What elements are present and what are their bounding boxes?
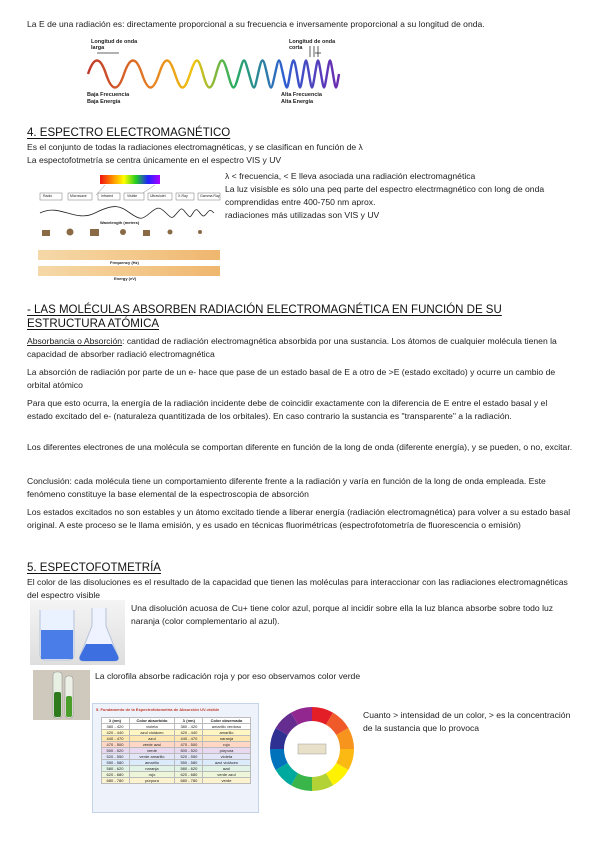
color-table-cell: 380 - 420 [101, 724, 129, 730]
conclusion [27, 475, 575, 500]
section4-side2: La luz visisble es sólo una peq parte del espectro electrmagnético con long de onda comprendidas entre 400-750 nm aprox. [225, 184, 545, 207]
color-table-cell: 520 - 550 [175, 754, 203, 760]
cu-solution-photo [30, 600, 125, 665]
wave-figure [83, 36, 351, 108]
spectrum-label-infrared: Infrared [101, 194, 114, 198]
color-table-cell: púrpura [203, 748, 250, 754]
color-table-cell: 550 - 580 [101, 760, 129, 766]
color-table-cell: violeta [129, 724, 175, 730]
conclusion-term: Conclusión: [27, 476, 72, 486]
spectrum-label-visible: Visible [127, 194, 138, 198]
wave-label-high-freq: Alta Frecuencia [281, 92, 322, 98]
color-table-cell: 470 - 500 [175, 742, 203, 748]
color-table-cell: 580 - 620 [175, 766, 203, 772]
chlorophyll-photo [33, 670, 90, 720]
cu-solution-text: Una disolución acuosa de Cu+ tiene color azul, porque al incidir sobre ella la luz blanca absorbe sobre todo luz naranja (color complementario al azul). [131, 603, 554, 626]
color-table-cell: amarillo verdoso [203, 724, 250, 730]
color-table-row [101, 778, 250, 784]
color-table-cell: 500 - 520 [101, 748, 129, 754]
intensity-text: Cuanto > intensidad de un color, > es la concentración de la sustancia que lo provoca [363, 710, 571, 733]
color-table-cell: violeta [203, 754, 250, 760]
spectrum-label-gamma: Gamma Ray [200, 194, 220, 198]
color-table-cell: amarillo [129, 760, 175, 766]
color-table-cell: 620 - 680 [175, 772, 203, 778]
color-table-cell: azul [203, 766, 250, 772]
color-table-cell: 470 - 500 [101, 742, 129, 748]
color-table-cell: 620 - 680 [101, 772, 129, 778]
section-mol-p2: La absorción de radiación por parte de un e- hace que pase de un estado basal de E a otro de >E (estado excitado) y ocurre un cambio de orbital atómico [27, 367, 556, 390]
section4-line1: Es el conjunto de todas la radiaciones electromagnéticas, y se clasifican en función de λ [27, 142, 363, 152]
absorbance-term: Absorbancia o Absorción [27, 336, 123, 346]
absorbance-definition [27, 335, 575, 360]
em-spectrum-figure [30, 168, 222, 290]
color-table-header-cell: Color observado [203, 718, 250, 724]
color-table-cell: 440 - 470 [175, 736, 203, 742]
color-table-cell: verde azul [203, 772, 250, 778]
section-mol-p4: Los diferentes electrones de una molécula se comportan diferente en función de la long de onda (diferente energía), y se pueden, o no, excitar. [27, 442, 573, 452]
wave-label-high-energy: Alta Energía [281, 99, 314, 105]
color-table-cell: 440 - 470 [101, 736, 129, 742]
color-wheel-sample [298, 744, 326, 754]
em-spectrum-diagram [30, 168, 222, 290]
color-table-header-cell: λ (nm) [101, 718, 129, 724]
color-table-cell: rojo [129, 772, 175, 778]
color-table-cell: 550 - 580 [175, 760, 203, 766]
color-table-cell: verde [203, 778, 250, 784]
color-table-cell: rojo [203, 742, 250, 748]
color-table-cell: 420 - 440 [101, 730, 129, 736]
conclusion-text: cada molécula tiene un comportamiento diferente frente a la radiación y varía en función de la long de onda empleada. Este fenómeno constituye la base elemental de la espectroscopia de absorción [27, 476, 546, 499]
wave-label-short: Longitud de onda corta [289, 39, 336, 51]
spectrum-label-xray: X-Ray [178, 194, 188, 198]
wave-label-long: Longitud de onda larga [91, 39, 138, 51]
wave-label-low-freq: Baja Frecuencia [87, 92, 130, 98]
color-table-cell: 580 - 620 [101, 766, 129, 772]
intro-line: La E de una radiación es: directamente proporcional a su frecuencia e inversamente proporcional a su longitud de onda. [27, 19, 485, 29]
spectrum-energy-label: Energy (eV) [114, 276, 137, 281]
color-table-figure [92, 703, 259, 813]
color-table-title: 5. Fundamento de la Espectrofotometría de Absorción UV-visible [96, 707, 220, 712]
color-table-cell: verde azul [129, 742, 175, 748]
section5-title: 5. ESPECTOFOTMETRÍA [27, 562, 161, 574]
section-mol-p3: Para que esto ocurra, la energía de la radiación incidente debe de coincidir exactamente con la diferencia de E entre el estado basal y el estado excitado del e- (naturaleza quantitizada de los orbitales). En caso contrario la sustancia es "transparente" a la radiación. [27, 398, 548, 421]
absorbance-text: : cantidad de radiación electromagnética absorbida por una sustancia. Los átomos de cualquier molécula tienen la capacidad de absorber radiació electromagnética [27, 336, 557, 359]
color-table-header-cell: λ (nm) [175, 718, 203, 724]
color-table-header-cell: Color absorbido [129, 718, 175, 724]
color-table-cell: verde amarillo [129, 754, 175, 760]
section4-line2: La espectofotmetría se centra únicamente en el espectro VIS y UV [27, 155, 282, 165]
color-table-cell: azul violáceo [203, 760, 250, 766]
color-wheel [268, 705, 356, 793]
spectrum-label-ultraviolet: Ultraviolet [150, 194, 166, 198]
color-table-cell: púrpura [129, 778, 175, 784]
chlorophyll-text: La clorofila absorbe radicación roja y por eso observamos color verde [95, 671, 361, 681]
color-table-cell: 520 - 550 [101, 754, 129, 760]
spectrum-label-microwave: Microwave [70, 194, 87, 198]
color-table-cell: naranja [129, 766, 175, 772]
section4-title: 4. ESPECTRO ELECTROMAGNÉTICO [27, 127, 231, 139]
color-table [101, 717, 251, 784]
color-table-cell: 680 - 780 [175, 778, 203, 784]
color-table-cell: 380 - 420 [175, 724, 203, 730]
wave-label-low-energy: Baja Energía [87, 99, 121, 105]
color-table-cell: azul [129, 736, 175, 742]
color-table-cell: azul violáceo [129, 730, 175, 736]
section5-p1: El color de las disoluciones es el resultado de la capacidad que tienen las moléculas para interaccionar con las radiaciones electromagnéticas del espectro visible [27, 577, 568, 600]
color-table-cell: verde [129, 748, 175, 754]
section4-side1: λ < frecuencia, < E lleva asociada una radiación electromagnética [225, 171, 476, 181]
color-table-cell: amarillo [203, 730, 250, 736]
color-table-cell: 500 - 520 [175, 748, 203, 754]
color-table-cell: 680 - 780 [101, 778, 129, 784]
spectrum-frequency-label: Frequency (Hz) [110, 260, 139, 265]
section4-side3: radiaciones más utilizadas son VIS y UV [225, 210, 380, 220]
color-table-cell: 420 - 440 [175, 730, 203, 736]
section-mol-title: - LAS MOLÉCULAS ABSORBEN RADIACIÓN ELECTROMAGNÉTICA EN FUNCIÓN DE SU ESTRUCTURA ATÓMICA [27, 304, 502, 330]
spectrum-wavelength-label: Wavelength (metres) [100, 220, 140, 225]
spectrum-label-radio: Radio [43, 194, 53, 198]
section-mol-p6: Los estados excitados no son estables y un átomo excitado tiende a liberar energía (radiación electromagnética) para volver a su estado basal original. A este proceso se le llama emisión, y es usado en técnicas fluorimétricas (espectrofotometría de fluorescencia o emisión) [27, 507, 571, 530]
color-table-cell: naranja [203, 736, 250, 742]
